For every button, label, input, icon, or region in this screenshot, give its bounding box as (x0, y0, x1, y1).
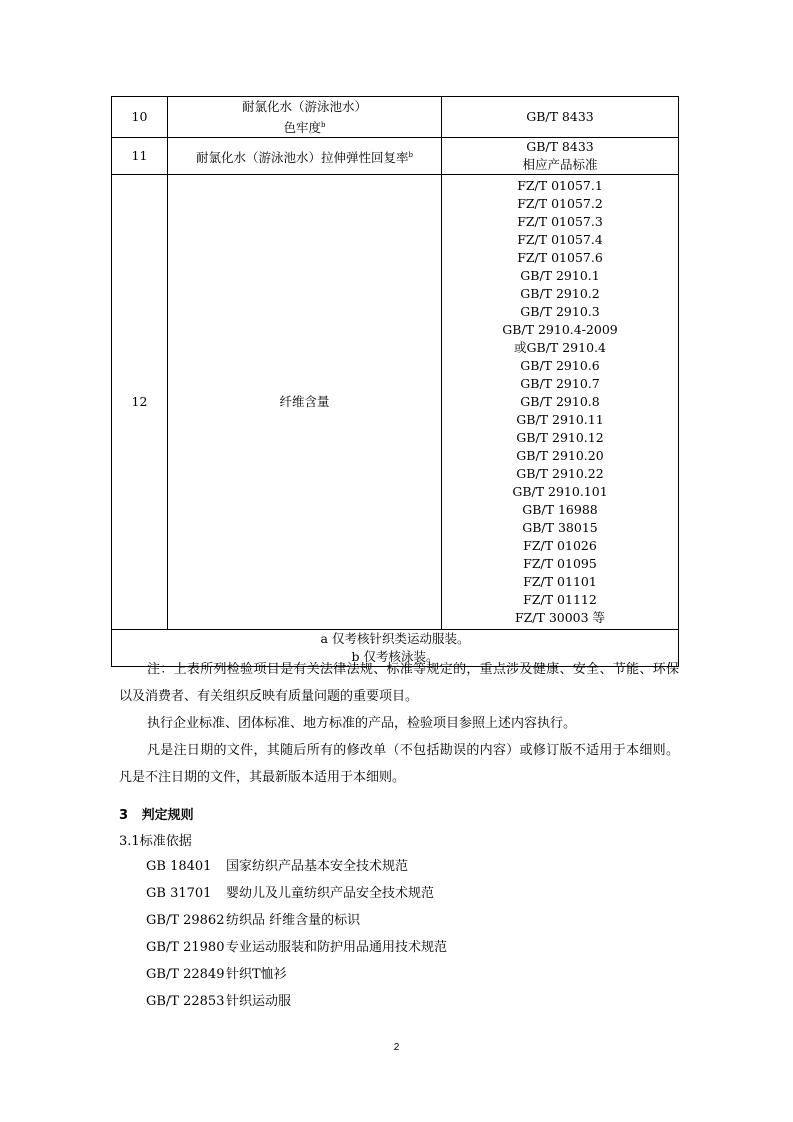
standard-code: GB/T 2910.11 (516, 412, 604, 427)
subsection-heading (119, 830, 192, 849)
inspection-items-table (111, 96, 679, 667)
item-line: 耐氯化水（游泳池水） (241, 98, 367, 114)
standard-code: GB/T 2910.7 (520, 376, 600, 391)
reference-title: 专业运动服装和防护用品通用技术规范 (226, 940, 448, 955)
reference-code: GB 31701 (146, 886, 212, 901)
standard-list (442, 97, 679, 138)
list-item (146, 907, 447, 934)
standard-code: FZ/T 01057.2 (517, 196, 603, 211)
inspection-item (168, 175, 442, 630)
row-number: 12 (112, 175, 168, 630)
section-number: 3 (119, 808, 129, 823)
reference-title: 婴幼儿及儿童纺织产品安全技术规范 (226, 886, 435, 901)
row-number: 11 (112, 138, 168, 175)
reference-title: 国家纺织产品基本安全技术规范 (226, 859, 409, 874)
standard-code: GB/T 2910.20 (516, 448, 604, 463)
standard-code: GB/T 2910.4-2009 (502, 322, 618, 337)
standard-code: FZ/T 01057.6 (517, 250, 603, 265)
subsection-number: 3.1 (119, 834, 140, 849)
footnote-marker: b (321, 120, 326, 129)
reference-code: GB/T 29862 (146, 913, 225, 928)
reference-code: GB/T 21980 (146, 940, 225, 955)
standard-code: FZ/T 01026 (523, 538, 597, 553)
section-heading (119, 804, 194, 823)
standard-code: FZ/T 01057.4 (517, 232, 603, 247)
footnote-marker: b (408, 150, 413, 159)
standard-code: GB/T 2910.101 (512, 484, 608, 499)
reference-code: GB/T 22849 (146, 967, 225, 982)
reference-title: 纺织品 纤维含量的标识 (226, 913, 361, 928)
table-row (112, 97, 679, 138)
standard-code: GB/T 8433 (526, 139, 594, 154)
standard-code: GB/T 2910.1 (520, 268, 600, 283)
page-number: 2 (393, 1042, 400, 1053)
reference-list (146, 853, 447, 1015)
item-line: 纤维含量 (279, 394, 330, 409)
standard-list (442, 138, 679, 175)
inspection-item (168, 97, 442, 138)
table-row (112, 138, 679, 175)
list-item (146, 934, 447, 961)
item-line-with-note: 耐氯化水（游泳池水）拉伸弹性回复率$^b$ (196, 149, 413, 165)
standard-code: GB/T 2910.8 (520, 394, 600, 409)
footnote-b: b 仅考核泳装。 (351, 649, 439, 664)
standard-code: GB/T 2910.6 (520, 358, 600, 373)
standard-code: FZ/T 01095 (523, 556, 597, 571)
standard-code: FZ/T 30003 等 (514, 610, 606, 625)
reference-code: GB/T 22853 (146, 994, 225, 1009)
standard-code: FZ/T 01101 (523, 574, 597, 589)
note-paragraph: 执行企业标准、团体标准、地方标准的产品，检验项目参照上述内容执行。 (147, 716, 577, 731)
row-number: 10 (112, 97, 168, 138)
item-line-with-note: 色牢度$^b$ (283, 119, 326, 135)
standard-code: FZ/T 01057.3 (517, 214, 603, 229)
subsection-title: 标准依据 (139, 834, 192, 849)
note-paragraph: 凡是注日期的文件，其随后所有的修改单（不包括勘误的内容）或修订版不适用于本细则。凡是不注日期的文件，其最新版本适用于本细则。 (119, 743, 679, 785)
standard-code: GB/T 38015 (522, 520, 598, 535)
list-item (146, 961, 447, 988)
standard-code: GB/T 2910.3 (520, 304, 600, 319)
note-paragraph: 注：上表所列检验项目是有关法律法规、标准等规定的，重点涉及健康、安全、节能、环保以及消费者、有关组织反映有质量问题的重要项目。 (119, 662, 679, 704)
standard-code: GB/T 2910.12 (516, 430, 604, 445)
section-title: 判定规则 (141, 808, 194, 823)
standard-code: 相应产品标准 (522, 157, 598, 172)
list-item (146, 853, 447, 880)
reference-code: GB 18401 (146, 859, 212, 874)
standard-code: GB/T 16988 (522, 502, 598, 517)
list-item (146, 880, 447, 907)
standard-code: GB/T 2910.2 (520, 286, 600, 301)
notes-block (119, 656, 679, 791)
standard-code: 或GB/T 2910.4 (514, 340, 606, 355)
standard-code: FZ/T 01057.1 (517, 178, 603, 193)
standard-code: FZ/T 01112 (523, 592, 597, 607)
footnote-a: a 仅考核针织类运动服装。 (320, 631, 470, 646)
table-row (112, 175, 679, 630)
reference-title: 针织运动服 (226, 994, 292, 1009)
list-item (146, 988, 447, 1015)
standard-code: GB/T 2910.22 (516, 466, 604, 481)
standard-list (442, 175, 679, 630)
reference-title: 针织T恤衫 (226, 967, 287, 982)
standard-code: GB/T 8433 (526, 109, 594, 124)
inspection-item (168, 138, 442, 175)
